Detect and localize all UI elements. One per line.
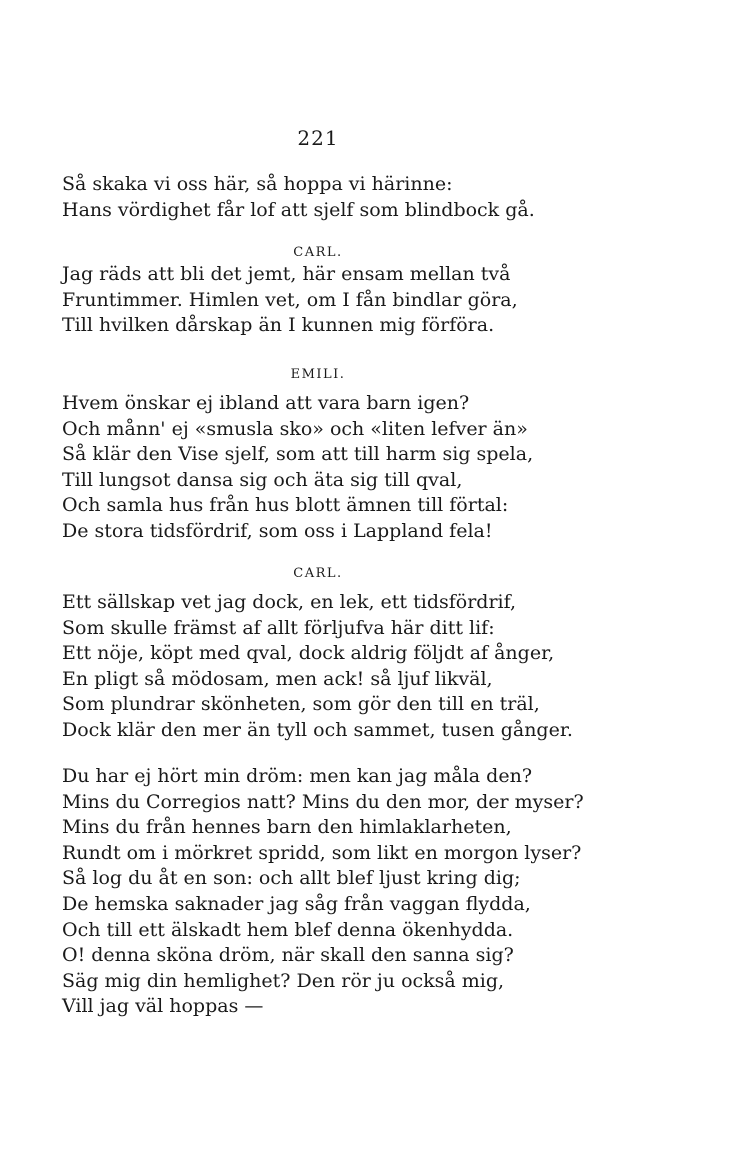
verse-block-carl-1 xyxy=(62,262,682,339)
speaker-heading-emili: EMILI. xyxy=(290,367,346,382)
verse-block-opening xyxy=(62,172,682,223)
verse-line: Rundt om i mörkret spridd, som likt en morgon lyser? xyxy=(62,841,582,864)
verse-line: De hemska saknader jag såg från vaggan flydda, xyxy=(62,892,531,915)
verse-line: Så klär den Vise sjelf, som att till harm sig spela, xyxy=(62,443,534,466)
verse-line: Och till ett älskadt hem blef denna ökenhydda. xyxy=(62,918,514,941)
verse-line: Som plundrar skönheten, som gör den till en träl, xyxy=(62,693,540,716)
verse-line: Ett sällskap vet jag dock, en lek, ett tidsfördrif, xyxy=(62,591,516,613)
verse-line: Mins du från hennes barn den himlaklarheten, xyxy=(62,816,512,839)
verse-line: Hvem önskar ej ibland att vara barn igen? xyxy=(62,392,470,414)
verse-line: En pligt så mödosam, men ack! så ljuf likväl, xyxy=(62,667,493,690)
speaker-heading-carl: CARL. xyxy=(293,566,343,581)
page-number: 221 xyxy=(297,126,339,150)
verse-line: Och samla hus från hus blott ämnen till förtal: xyxy=(62,494,509,517)
verse-line: Så skaka vi oss här, så hoppa vi härinne: xyxy=(62,173,453,195)
verse-line: Du har ej hört min dröm: men kan jag måla den? xyxy=(62,765,533,787)
verse-block-emili xyxy=(62,391,682,545)
verse-line: Ett nöje, köpt med qval, dock aldrig följdt af ånger, xyxy=(62,642,555,665)
verse-line: Och månn' ej «smusla sko» och «liten lefver än» xyxy=(62,417,528,440)
verse-line: Till hvilken dårskap än I kunnen mig förföra. xyxy=(62,314,495,337)
verse-line: Så log du åt en son: och allt blef ljust kring dig; xyxy=(62,867,521,890)
verse-line: De stora tidsfördrif, som oss i Lappland fela! xyxy=(62,519,493,542)
verse-line: Fruntimmer. Himlen vet, om I fån bindlar göra, xyxy=(62,288,518,311)
verse-line: Mins du Corregios natt? Mins du den mor, der myser? xyxy=(62,790,584,813)
verse-block-carl-2 xyxy=(62,590,682,744)
verse-block-dream xyxy=(62,764,682,1020)
verse-line: Hans vördighet får lof att sjelf som blindbock gå. xyxy=(62,198,535,221)
verse-line: Jag räds att bli det jemt, här ensam mellan två xyxy=(62,263,511,285)
verse-line: Säg mig din hemlighet? Den rör ju också mig, xyxy=(62,969,505,992)
verse-line: O! denna sköna dröm, när skall den sanna sig? xyxy=(62,944,514,967)
verse-line: Som skulle främst af allt förljufva här ditt lif: xyxy=(62,616,495,639)
speaker-heading-carl: CARL. xyxy=(293,245,343,260)
verse-line: Dock klär den mer än tyll och sammet, tusen gånger. xyxy=(62,718,573,741)
verse-line: Vill jag väl hoppas — xyxy=(62,995,264,1018)
verse-line: Till lungsot dansa sig och äta sig till qval, xyxy=(62,468,463,491)
